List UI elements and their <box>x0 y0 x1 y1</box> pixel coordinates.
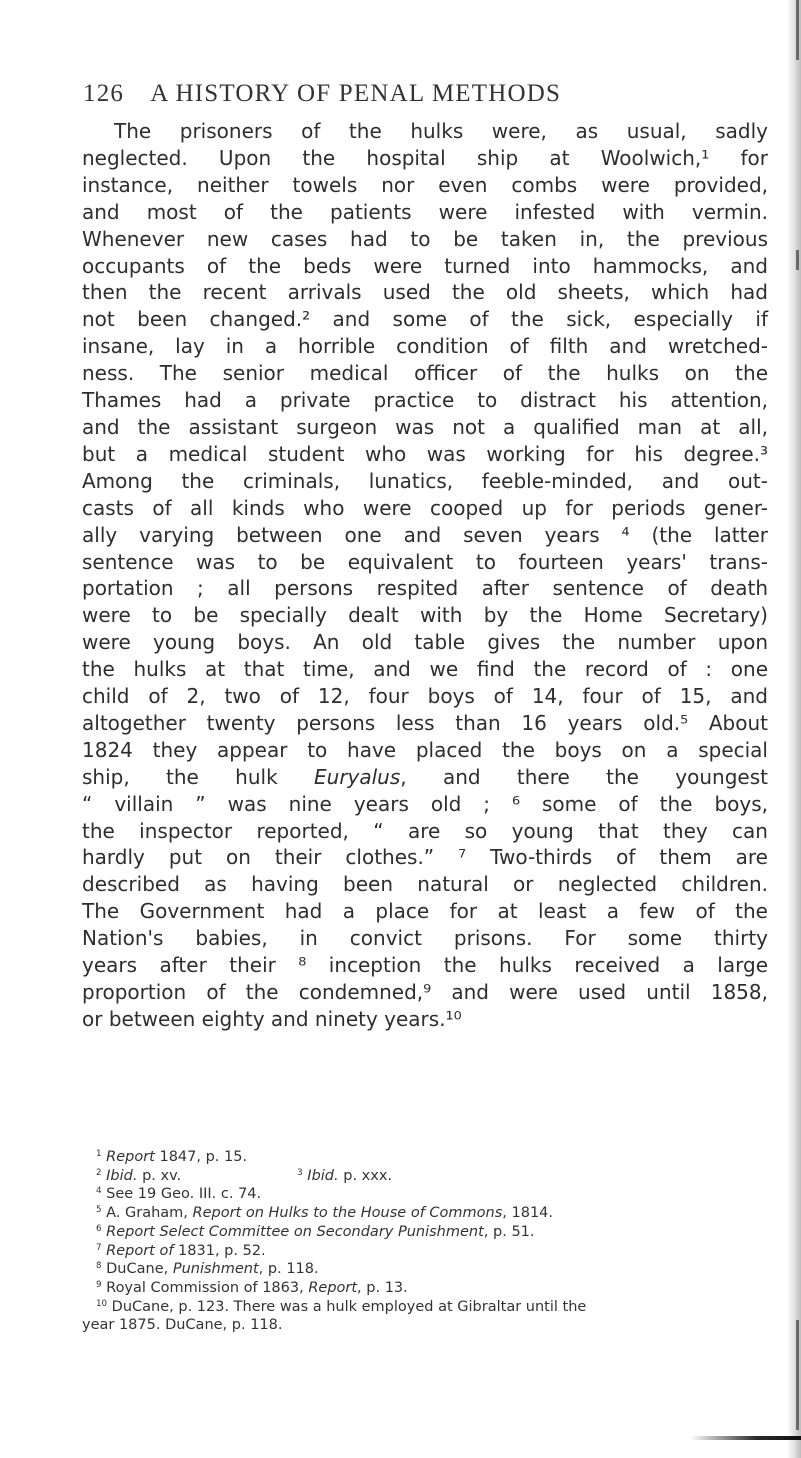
footnote-7: $^7$ Report of 1831, p. 52. <box>96 1242 266 1259</box>
body-paragraph <box>82 118 768 1033</box>
bottom-edge-smudge <box>690 1436 801 1440</box>
footnotes <box>82 1148 768 1335</box>
text-line: insane, lay in a horrible condition of filth and wretched- <box>82 334 768 359</box>
text-line: “ villain ” was nine years old ; ⁶ some of the boys, <box>82 791 768 816</box>
footnote-1: $^1$ Report 1847, p. 15. <box>96 1149 248 1165</box>
text-line: instance, neither towels nor even combs were provided, <box>82 172 768 197</box>
footnote-9: $^9$ Royal Commission of 1863, Report, p. 13. <box>96 1279 408 1296</box>
text-line: ally varying between one and seven years ⁴ (the latter <box>82 522 768 547</box>
text-line: 1824 they appear to have placed the boys on a special <box>82 737 768 762</box>
footnote-6: $^6$ Report Select Committee on Secondary Punishment, p. 51. <box>96 1223 535 1240</box>
page-number: 126 <box>83 80 125 107</box>
text-line: Whenever new cases had to be taken in, the previous <box>82 226 768 251</box>
running-header <box>83 80 773 108</box>
text-line: Nation's babies, in convict prisons. For some thirty <box>82 926 768 951</box>
text-line: child of 2, two of 12, four boys of 14, four of 15, and <box>82 684 768 709</box>
footnote-4: $^4$ See 19 Geo. III. c. 74. <box>96 1186 262 1203</box>
text-line: casts of all kinds who were cooped up for periods gener- <box>82 495 768 520</box>
text-line: altogether twenty persons less than 16 years old.⁵ About <box>82 710 768 735</box>
text-line: were young boys. An old table gives the number upon <box>82 630 768 655</box>
text-line: described as having been natural or neglected children. <box>82 872 768 897</box>
footnote-5: $^5$ A. Graham, Report on Hulks to the House of Commons, 1814. <box>96 1205 554 1222</box>
text-line: and the assistant surgeon was not a qualified man at all, <box>82 414 768 439</box>
text-line: Thames had a private practice to distract his attention, <box>82 388 768 413</box>
text-line: The Government had a place for at least a few of the <box>82 899 768 924</box>
text-line: ship, the hulk Euryalus, and there the youngest <box>82 764 768 789</box>
text-line: were to be specially dealt with by the Home Secretary) <box>82 603 768 628</box>
footnote-row-2-3 <box>82 1167 768 1186</box>
text-line: proportion of the condemned,⁹ and were used until 1858, <box>82 980 768 1004</box>
text-line: sentence was to be equivalent to fourteen years' trans- <box>82 549 768 574</box>
text-line: Among the criminals, lunatics, feeble-minded, and out- <box>82 468 768 493</box>
footnote-2: $^2$ Ibid. p. xv. <box>96 1167 182 1184</box>
page-edge-mark <box>796 1320 799 1430</box>
text-line: then the recent arrivals used the old sheets, which had <box>82 280 768 305</box>
text-line: the hulks at that time, and we find the record of : one <box>82 657 768 682</box>
text-line: occupants of the beds were turned into hammocks, and <box>82 253 768 278</box>
footnote-8: $^8$ DuCane, Punishment, p. 118. <box>96 1261 319 1278</box>
footnote-3: $^3$ Ibid. p. xxx. <box>297 1167 393 1184</box>
text-line: neglected. Upon the hospital ship at Woolwich,¹ for <box>82 145 768 170</box>
text-line: ness. The senior medical officer of the hulks on the <box>82 361 768 386</box>
footnote-10-continuation: year 1875. DuCane, p. 118. <box>82 1317 283 1334</box>
text-line: hardly put on their clothes.” ⁷ Two-thirds of them are <box>82 845 768 870</box>
text-line: the inspector reported, “ are so young that they can <box>82 818 768 843</box>
page-edge-mark <box>796 250 799 270</box>
text-line: portation ; all persons respited after sentence of death <box>82 576 768 601</box>
text-line: The prisoners of the hulks were, as usual, sadly <box>114 119 768 143</box>
text-line: and most of the patients were infested with vermin. <box>82 199 768 224</box>
running-title: A HISTORY OF PENAL METHODS <box>150 80 562 107</box>
text-line: not been changed.² and some of the sick, especially if <box>82 307 768 332</box>
page-edge-mark <box>796 0 799 60</box>
page-edge-shadow <box>787 0 801 1458</box>
footnote-10: $^{10}$ DuCane, p. 123. There was a hulk employed at Gibraltar until the <box>96 1298 587 1315</box>
text-line: but a medical student who was working for his degree.³ <box>82 441 768 466</box>
text-line: years after their ⁸ inception the hulks received a large <box>82 953 768 978</box>
text-line: or between eighty and ninety years.¹⁰ <box>82 1006 462 1031</box>
